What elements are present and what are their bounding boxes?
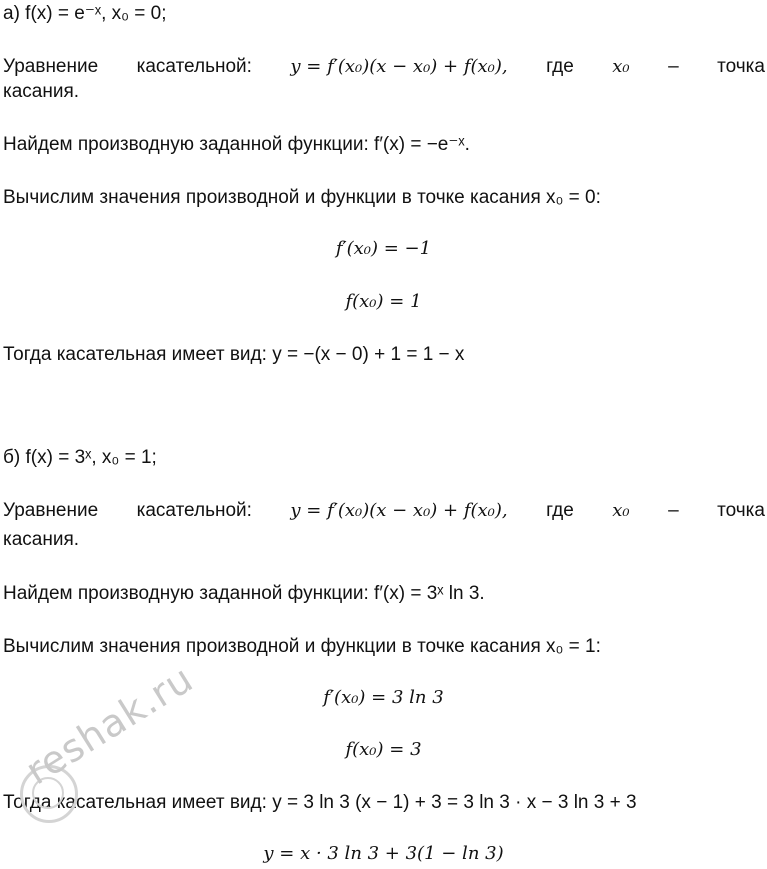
part-a-compute: Вычислим значения производной и функции в точке касания x₀ = 0: [3,187,601,208]
word: где [546,500,574,521]
part-a-derivative: Найдем производную заданной функции: f′(x) = −e⁻ˣ. [3,134,470,155]
word: точка [717,500,765,521]
part-a-header: а) f(x) = e⁻ˣ, x₀ = 0; [3,3,167,24]
part-b-header: б) f(x) = 3ˣ, x₀ = 1; [3,447,157,468]
part-a-tangent-equation [3,55,765,79]
part-b-compute: Вычислим значения производной и функции в точке касания x₀ = 1: [3,636,601,657]
part-a-result: Тогда касательная имеет вид: y = −(x − 0) + 1 = 1 − x [3,344,465,365]
formula: y = f′(x₀)(x − x₀) + f(x₀), [290,56,508,77]
part-b-f-value: f(x₀) = 3 [345,739,422,760]
watermark: reshak.ru [18,656,201,794]
part-a-tangent-cont: касания. [3,81,80,102]
formula: x₀ [612,500,630,521]
part-b-tangent-cont: касания. [3,529,80,550]
word: – [668,56,679,77]
part-a-fprime-value: f′(x₀) = −1 [335,238,432,259]
word: касательной: [136,56,252,77]
formula: x₀ [612,56,630,77]
word: где [546,56,574,77]
word: Уравнение [3,500,99,521]
part-b-derivative: Найдем производную заданной функции: f′(x) = 3ˣ ln 3. [3,583,485,604]
word: касательной: [136,500,252,521]
part-b-result: Тогда касательная имеет вид: y = 3 ln 3 (x − 1) + 3 = 3 ln 3 · x − 3 ln 3 + 3 [3,792,637,813]
part-b-fprime-value: f′(x₀) = 3 ln 3 [323,687,444,708]
formula: y = f′(x₀)(x − x₀) + f(x₀), [290,500,508,521]
part-b-final: y = x · 3 ln 3 + 3(1 − ln 3) [263,843,504,864]
word: – [668,500,679,521]
part-a-f-value: f(x₀) = 1 [345,291,422,312]
word: точка [717,56,765,77]
word: Уравнение [3,56,99,77]
part-b-tangent-equation [3,499,765,523]
